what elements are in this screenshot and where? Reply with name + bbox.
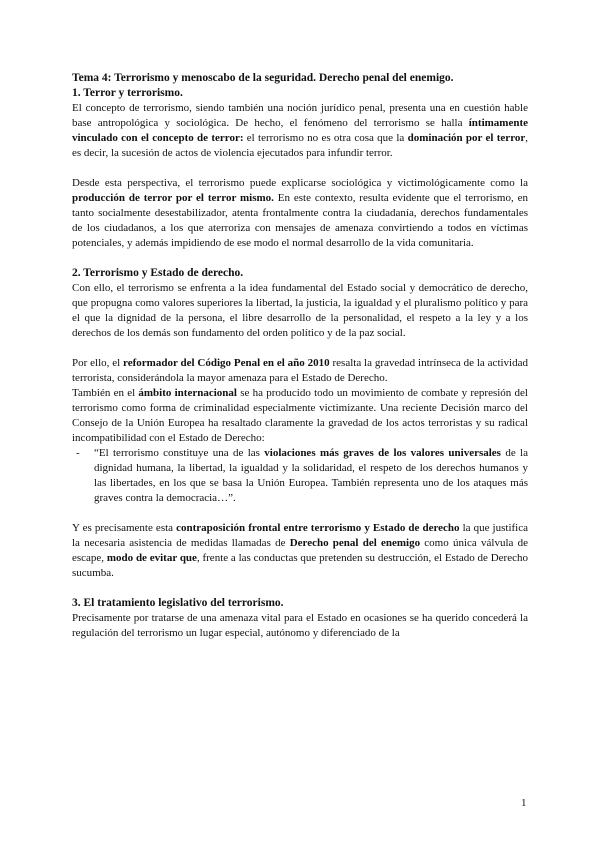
section-2-heading: 2. Terrorismo y Estado de derecho. (72, 267, 244, 279)
document-title: Tema 4: Terrorismo y menoscabo de la seguridad. Derecho penal del enemigo. (72, 72, 454, 84)
emphasis: reformador del Código Penal en el año 2010 (123, 357, 330, 369)
emphasis: producción de terror por el terror mismo. (72, 192, 274, 204)
section-2-paragraph-1: Con ello, el terrorismo se enfrenta a la idea fundamental del Estado social y democrático de derecho, que propugna como valores superiores la libertad, la justicia, la igualdad y el pluralismo político y para el que la dignidad de la persona, el libre desarrollo de la personalidad, el respeto a la ley y a los derechos de los demás son fundamento del orden político y de la paz social. (72, 282, 528, 339)
bullet-dash: - (76, 447, 80, 459)
quote-bullet: - “El terrorismo constituye una de las violaciones más graves de los valores universales de la dignidad humana, la libertad, la igualdad y la solidaridad, el respeto de los derechos humanos y las libertades, en los que se basa la Unión Europea. También representa uno de los ataques más graves contra la democracia…”. (76, 447, 528, 504)
section-1-heading: 1. Terror y terrorismo. (72, 87, 183, 99)
section-3-paragraph-1: Precisamente por tratarse de una amenaza vital para el Estado en ocasiones se ha querido concederá la regulación del terrorismo un lugar especial, autónomo y diferenciado de la (72, 612, 528, 639)
emphasis: modo de evitar que (106, 552, 197, 564)
emphasis: dominación por el terror (407, 132, 526, 144)
section-3-heading: 3. El tratamiento legislativo del terrorismo. (72, 597, 284, 609)
section-2-paragraph-2: Por ello, el reformador del Código Penal en el año 2010 resalta la gravedad intrínseca de la actividad terrorista, considerándola la mayor amenaza para el Estado de Derecho. (72, 357, 528, 384)
emphasis: violaciones más graves de los valores universales (264, 447, 501, 459)
document-page (72, 70, 528, 641)
emphasis: íntimamente vinculado con el concepto de terror: (72, 117, 528, 144)
section-2-paragraph-4: Y es precisamente esta contraposición frontal entre terrorismo y Estado de derecho la que justifica la necesaria asistencia de medidas llamadas de Derecho penal del enemigo como única válvula de escape, modo de evitar que, frente a las conductas que pretenden su destrucción, el Estado de Derecho sucumba. (72, 522, 528, 579)
emphasis: contraposición frontal entre terrorismo y Estado de derecho (176, 522, 460, 534)
section-1-paragraph-2: Desde esta perspectiva, el terrorismo puede explicarse sociológica y victimológicamente como la producción de terror por el terror mismo. En este contexto, resulta evidente que el terrorismo, en tanto socialmente desestabilizador, atenta frontalmente contra la ciudadanía, derechos fundamentales de los ciudadanos, a los que aterroriza con mensajes de amenaza convirtiendo a todos en víctimas potenciales, y además impidiendo de ese modo el normal desarrollo de la vida comunitaria. (72, 177, 528, 249)
section-1-paragraph-1: El concepto de terrorismo, siendo también una noción jurídico penal, presenta una en cuestión hable base antropológica y sociológica. De hecho, el fenómeno del terrorismo se halla íntimamente vinculado con el concepto de terror: el terrorismo no es otra cosa que la dominación por el terror, es decir, la sucesión de actos de violencia ejecutados para infundir terror. (72, 102, 529, 159)
section-2-paragraph-3: También en el ámbito internacional se ha producido todo un movimiento de combate y represión del terrorismo como forma de criminalidad especialmente victimizante. Una reciente Decisión marco del Consejo de la Unión Europea ha resaltado claramente la gravedad de los actos terroristas y su radical incompatibilidad con el Estado de Derecho: (72, 387, 528, 444)
page-number: 1 (521, 797, 527, 809)
emphasis: Derecho penal del enemigo (289, 537, 421, 549)
emphasis: ámbito internacional (138, 387, 237, 399)
